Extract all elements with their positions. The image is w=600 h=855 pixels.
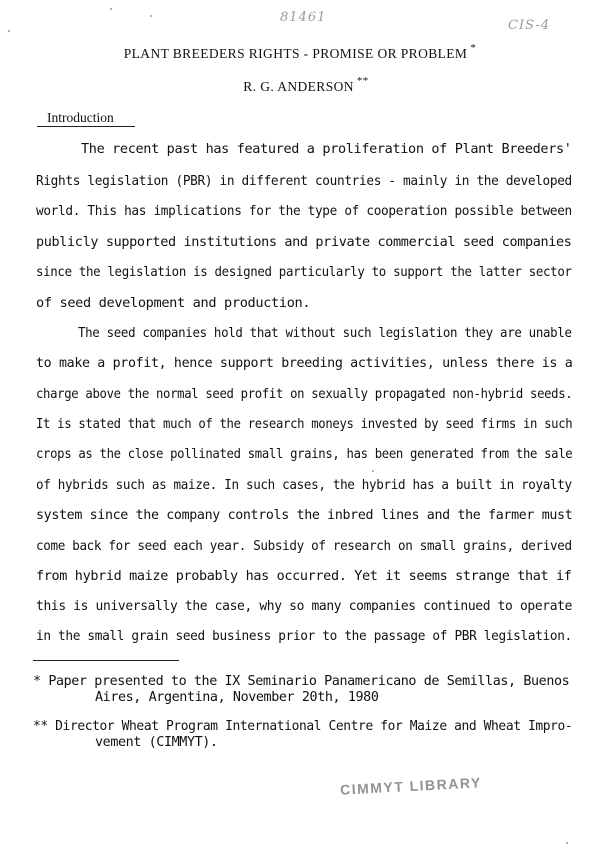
body-line: charge above the normal seed profit on sexually propagated non-hybrid seeds. [36, 386, 573, 402]
scan-speck [8, 30, 10, 32]
footnote-1-line-2: Aires, Argentina, November 20th, 1980 [95, 690, 379, 705]
body-line: of seed development and production. [36, 295, 311, 311]
author-name: R. G. ANDERSON [243, 79, 354, 94]
body-line: to make a profit, hence support breeding activities, unless there is a [36, 355, 573, 371]
body-line: from hybrid maize probably has occurred. Yet it seems strange that if [36, 568, 572, 584]
body-line: in the small grain seed business prior to the passage of PBR legislation. [36, 628, 572, 644]
body-line: world. This has implications for the type of cooperation possible between [36, 203, 572, 219]
section-heading-underline [37, 126, 135, 127]
handwritten-reference-number: 81461 [280, 10, 327, 25]
title-text: PLANT BREEDERS RIGHTS - PROMISE OR PROBLEM [123, 46, 468, 61]
footnote-separator [33, 660, 179, 661]
author-line [6, 75, 600, 95]
body-line: The recent past has featured a proliferation of Plant Breeders' [81, 141, 572, 157]
document-title [0, 42, 600, 62]
scan-speck [566, 842, 568, 844]
body-line: publicly supported institutions and private commercial seed companies [36, 234, 572, 250]
scan-speck [150, 15, 152, 17]
footnote-2-line-1: ** Director Wheat Program International Centre for Maize and Wheat Impro- [33, 719, 573, 734]
body-line: since the legislation is designed particularly to support the latter sector [36, 264, 572, 280]
body-line: Rights legislation (PBR) in different countries - mainly in the developed [36, 173, 572, 189]
scan-speck [110, 8, 112, 10]
library-stamp: CIMMYT LIBRARY [339, 774, 483, 798]
footnote-2-line-2: vement (CIMMYT). [95, 735, 218, 750]
section-heading: Introduction [47, 110, 114, 125]
body-line: The seed companies hold that without such legislation they are unable [78, 325, 572, 341]
body-line: of hybrids such as maize. In such cases, the hybrid has a built in royalty [36, 477, 572, 493]
footnote-1-line-1: * Paper presented to the IX Seminario Panamericano de Semillas, Buenos [33, 674, 570, 689]
body-line: It is stated that much of the research moneys invested by seed firms in such [36, 416, 573, 432]
title-footnote-marker: * [470, 42, 477, 54]
body-line: this is universally the case, why so many companies continued to operate [36, 598, 573, 614]
handwritten-catalog-mark: CIS-4 [508, 18, 551, 33]
author-footnote-marker: ** [356, 75, 369, 87]
body-line: crops as the close pollinated small grains, has been generated from the sale [36, 446, 573, 462]
body-line: system since the company controls the inbred lines and the farmer must [36, 507, 573, 523]
body-line: come back for seed each year. Subsidy of research on small grains, derived [36, 538, 572, 554]
scan-speck [372, 470, 374, 472]
